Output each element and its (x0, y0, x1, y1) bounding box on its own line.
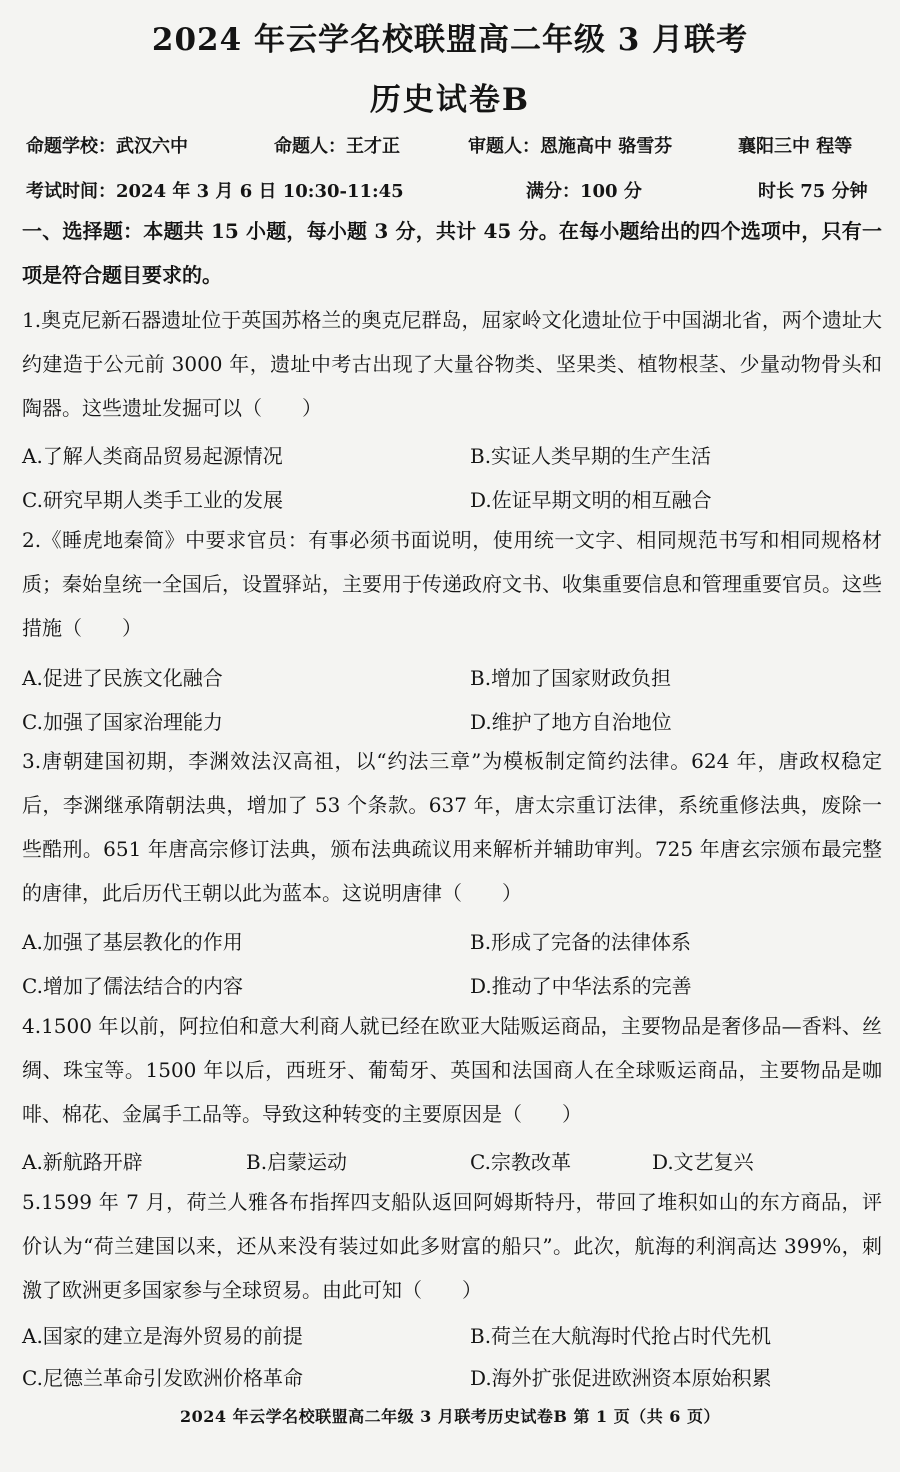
exam-subtitle: 历史试卷B (369, 82, 531, 118)
exam-title: 2024 年云学名校联盟高二年级 3 月联考 (151, 22, 749, 58)
question-4-option-a[interactable]: A.新航路开辟 (22, 1150, 143, 1174)
meta-author: 命题人：王才正 (274, 136, 400, 157)
question-4-option-c[interactable]: C.宗教改革 (470, 1150, 571, 1174)
question-1-option-b[interactable]: B.实证人类早期的生产生活 (470, 444, 712, 468)
question-2-option-a[interactable]: A.促进了民族文化融合 (22, 666, 223, 690)
question-4-option-b[interactable]: B.启蒙运动 (246, 1150, 348, 1174)
meta-reviewer: 审题人：恩施高中 骆雪芬 (468, 136, 673, 157)
question-3-stem: 3.唐朝建国初期，李渊效法汉高祖，以“约法三章”为模板制定简约法律。624 年，唐政权稳定后，李渊继承隋朝法典，增加了 53 个条款。637 年，唐太宗重订法律，系统重修法典，废除一些酷刑。651 年唐高宗修订法典，颁布法典疏议用来解析并辅助审判。725 年唐玄宗颁布最完整的唐律，此后历代王朝以此为蓝本。这说明唐律（ ） (22, 749, 882, 905)
meta-full-score: 满分：100 分 (526, 181, 642, 202)
question-5-option-a[interactable]: A.国家的建立是海外贸易的前提 (22, 1324, 303, 1348)
meta-reviewer-2: 襄阳三中 程等 (738, 136, 853, 157)
meta-exam-time: 考试时间：2024 年 3 月 6 日 10:30-11:45 (26, 181, 404, 202)
question-5-option-d[interactable]: D.海外扩张促进欧洲资本原始积累 (470, 1366, 772, 1390)
meta-school: 命题学校：武汉六中 (26, 136, 188, 157)
question-2-option-c[interactable]: C.加强了国家治理能力 (22, 710, 223, 734)
question-3-option-b[interactable]: B.形成了完备的法律体系 (470, 930, 692, 954)
question-5-option-b[interactable]: B.荷兰在大航海时代抢占时代先机 (470, 1324, 772, 1348)
question-2-option-b[interactable]: B.增加了国家财政负担 (470, 666, 672, 690)
question-2-stem: 2.《睡虎地秦简》中要求官员：有事必须书面说明，使用统一文字、相同规范书写和相同规格材质；秦始皇统一全国后，设置驿站，主要用于传递政府文书、收集重要信息和管理重要官员。这些措施（ ） (22, 528, 882, 640)
question-2-option-d[interactable]: D.维护了地方自治地位 (470, 710, 672, 734)
section-instruction: 一、选择题：本题共 15 小题，每小题 3 分，共计 45 分。在每小题给出的四个选项中，只有一项是符合题目要求的。 (22, 219, 882, 287)
question-5-option-c[interactable]: C.尼德兰革命引发欧洲价格革命 (22, 1366, 303, 1390)
exam-meta-row-1 (26, 132, 884, 158)
question-5-stem: 5.1599 年 7 月，荷兰人雅各布指挥四支船队返回阿姆斯特丹，带回了堆积如山的东方商品，评价认为“荷兰建国以来，还从来没有装过如此多财富的船只”。此次，航海的利润高达 399%，刺激了欧洲更多国家参与全球贸易。由此可知（ ） (22, 1190, 882, 1302)
question-3-option-c[interactable]: C.增加了儒法结合的内容 (22, 974, 243, 998)
question-3-option-a[interactable]: A.加强了基层教化的作用 (22, 930, 243, 954)
question-1-option-c[interactable]: C.研究早期人类手工业的发展 (22, 488, 283, 512)
question-1-stem: 1.奥克尼新石器遗址位于英国苏格兰的奥克尼群岛，屈家岭文化遗址位于中国湖北省，两个遗址大约建造于公元前 3000 年，遗址中考古出现了大量谷物类、坚果类、植物根茎、少量动物骨头和陶器。这些遗址发掘可以（ ） (22, 308, 882, 420)
question-1-option-a[interactable]: A.了解人类商品贸易起源情况 (22, 444, 283, 468)
question-4-option-d[interactable]: D.文艺复兴 (652, 1150, 754, 1174)
exam-meta-row-2 (26, 177, 884, 203)
meta-duration: 时长 75 分钟 (758, 181, 868, 202)
page-footer: 2024 年云学名校联盟高二年级 3 月联考历史试卷B 第 1 页（共 6 页） (179, 1407, 721, 1426)
question-3-option-d[interactable]: D.推动了中华法系的完善 (470, 974, 692, 998)
question-1-option-d[interactable]: D.佐证早期文明的相互融合 (470, 488, 712, 512)
question-4-stem: 4.1500 年以前，阿拉伯和意大利商人就已经在欧亚大陆贩运商品，主要物品是奢侈品—香料、丝绸、珠宝等。1500 年以后，西班牙、葡萄牙、英国和法国商人在全球贩运商品，主要物品是咖啡、棉花、金属手工品等。导致这种转变的主要原因是（ ） (22, 1014, 882, 1126)
